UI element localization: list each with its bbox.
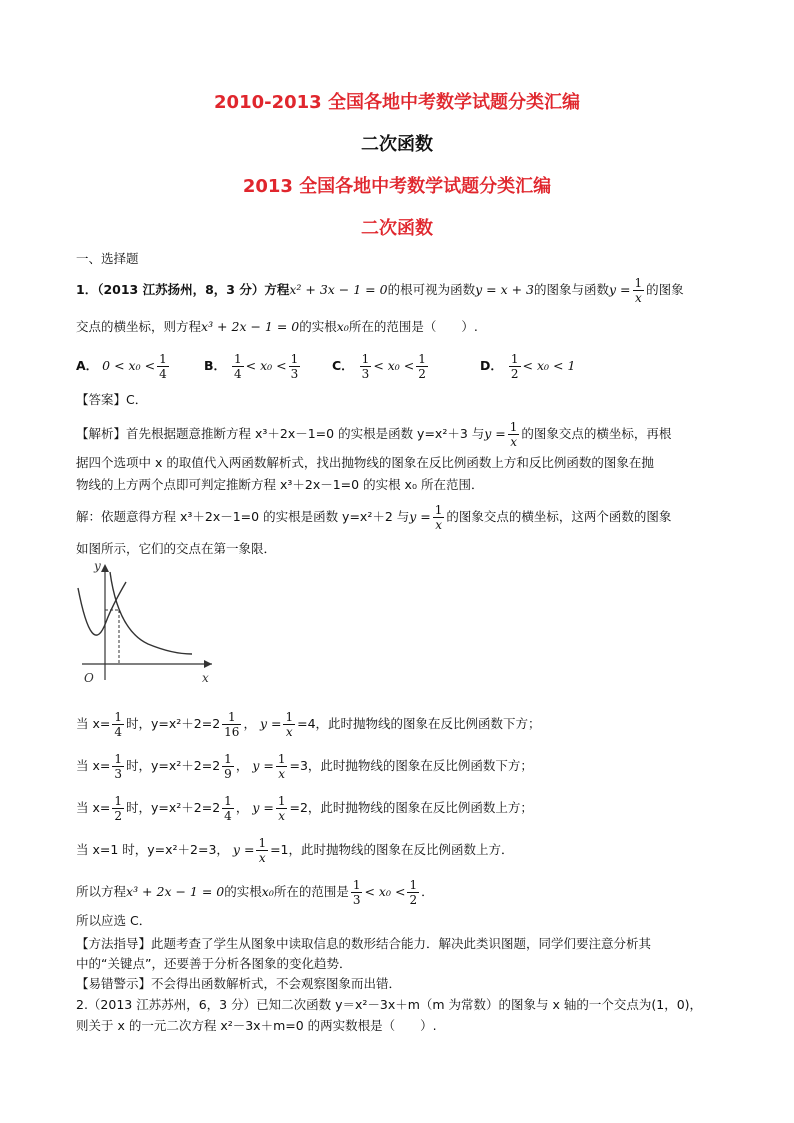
- q1-line2: 交点的横坐标，则方程x³ + 2x − 1 = 0的实根x₀所在的范围是（ ）.: [76, 319, 478, 334]
- main-title: 2010-2013 全国各地中考数学试题分类汇编: [214, 92, 580, 113]
- hyperbola-curve: [110, 572, 192, 654]
- case-1: 当 x= $\frac{1}{4}$ 时，y=x²＋2=2 $\frac{1}{16}$ ， y = $\frac{1}{x}$ =4，此时抛物线的图象在反比例函数下方；: [76, 710, 541, 739]
- graph-y-label: y: [94, 560, 101, 573]
- y-axis-arrow: [101, 564, 109, 572]
- section-title: 2013 全国各地中考数学试题分类汇编: [242, 176, 552, 197]
- method-guide-2: 中的“关键点”，还要善于分析各图象的变化趋势．: [76, 956, 352, 971]
- subtitle: 二次函数: [361, 134, 433, 155]
- conclusion: 所以方程x³ + 2x − 1 = 0的实根x₀所在的范围是 $\frac{1}{3}$ < x₀ < $\frac{1}{2}$ ．: [76, 878, 434, 907]
- q1-analysis-2: 据四个选项中 x 的取值代入两函数解析式，找出抛物线的图象在反比例函数上方和反比例函数的图象在抛: [76, 455, 654, 470]
- q1-option-d: D． $\frac{1}{2}$ < x₀ < 1: [480, 352, 576, 381]
- q1-option-b: B． $\frac{1}{4}$ < x₀ < $\frac{1}{3}$: [204, 352, 299, 381]
- q1-option-c: C． $\frac{1}{3}$ < x₀ < $\frac{1}{2}$: [332, 352, 426, 381]
- error-warning: 【易错警示】不会得出函数解析式，不会观察图象而出错．: [76, 976, 402, 991]
- graph-x-label: x: [202, 671, 209, 685]
- q1-analysis-1: 【解析】首先根据题意推断方程 x³＋2x－1=0 的实根是函数 y=x²＋3 与y = $\frac{1}{x}$ 的图象交点的横坐标，再根: [76, 420, 672, 449]
- q1-line1: 1．（2013 江苏扬州，8，3 分）方程x² + 3x − 1 = 0的根可视为函数y = x + 3的图象与函数y = $\frac{1}{x}$ 的图象: [76, 276, 684, 305]
- method-guide-1: 【方法指导】此题考查了学生从图象中读取信息的数形结合能力．解决此类识图题，同学们要注意分析其: [76, 936, 652, 951]
- q1-solution-2: 如图所示，它们的交点在第一象限．: [76, 541, 277, 556]
- x-axis-arrow: [204, 660, 212, 668]
- q2-line2: 则关于 x 的一元二次方程 x²－3x＋m=0 的两实数根是（ ）.: [76, 1018, 437, 1033]
- q2-line1: 2.（2013 江苏苏州，6，3 分）已知二次函数 y＝x²－3x＋m（m 为常数）的图象与 x 轴的一个交点为(1，0)，: [76, 997, 703, 1012]
- case-4: 当 x=1 时，y=x²＋2=3， y = $\frac{1}{x}$ =1，此时抛物线的图象在反比例函数上方．: [76, 836, 514, 865]
- function-graph: [72, 560, 222, 688]
- q1-solution-1: 解：依题意得方程 x³＋2x－1=0 的实根是函数 y=x²＋2 与y = $\frac{1}{x}$ 的图象交点的横坐标，这两个函数的图象: [76, 503, 672, 532]
- case-3: 当 x= $\frac{1}{2}$ 时，y=x²＋2=2 $\frac{1}{4}$ ， y = $\frac{1}{x}$ =2，此时抛物线的图象在反比例函数上方；: [76, 794, 533, 823]
- graph-origin-label: O: [84, 671, 94, 685]
- section-heading: 一、选择题: [76, 251, 139, 266]
- q1-analysis-3: 物线的上方两个点即可判定推断方程 x³＋2x－1=0 的实根 x₀ 所在范围．: [76, 477, 484, 492]
- q1-answer: 【答案】C．: [76, 392, 148, 407]
- case-2: 当 x= $\frac{1}{3}$ 时，y=x²＋2=2 $\frac{1}{9}$ ， y = $\frac{1}{x}$ =3，此时抛物线的图象在反比例函数下方；: [76, 752, 533, 781]
- pick-answer: 所以应选 C．: [76, 913, 152, 928]
- q1-option-a: A． 0 < x₀ < $\frac{1}{4}$: [76, 352, 167, 381]
- section-subtitle: 二次函数: [361, 218, 433, 239]
